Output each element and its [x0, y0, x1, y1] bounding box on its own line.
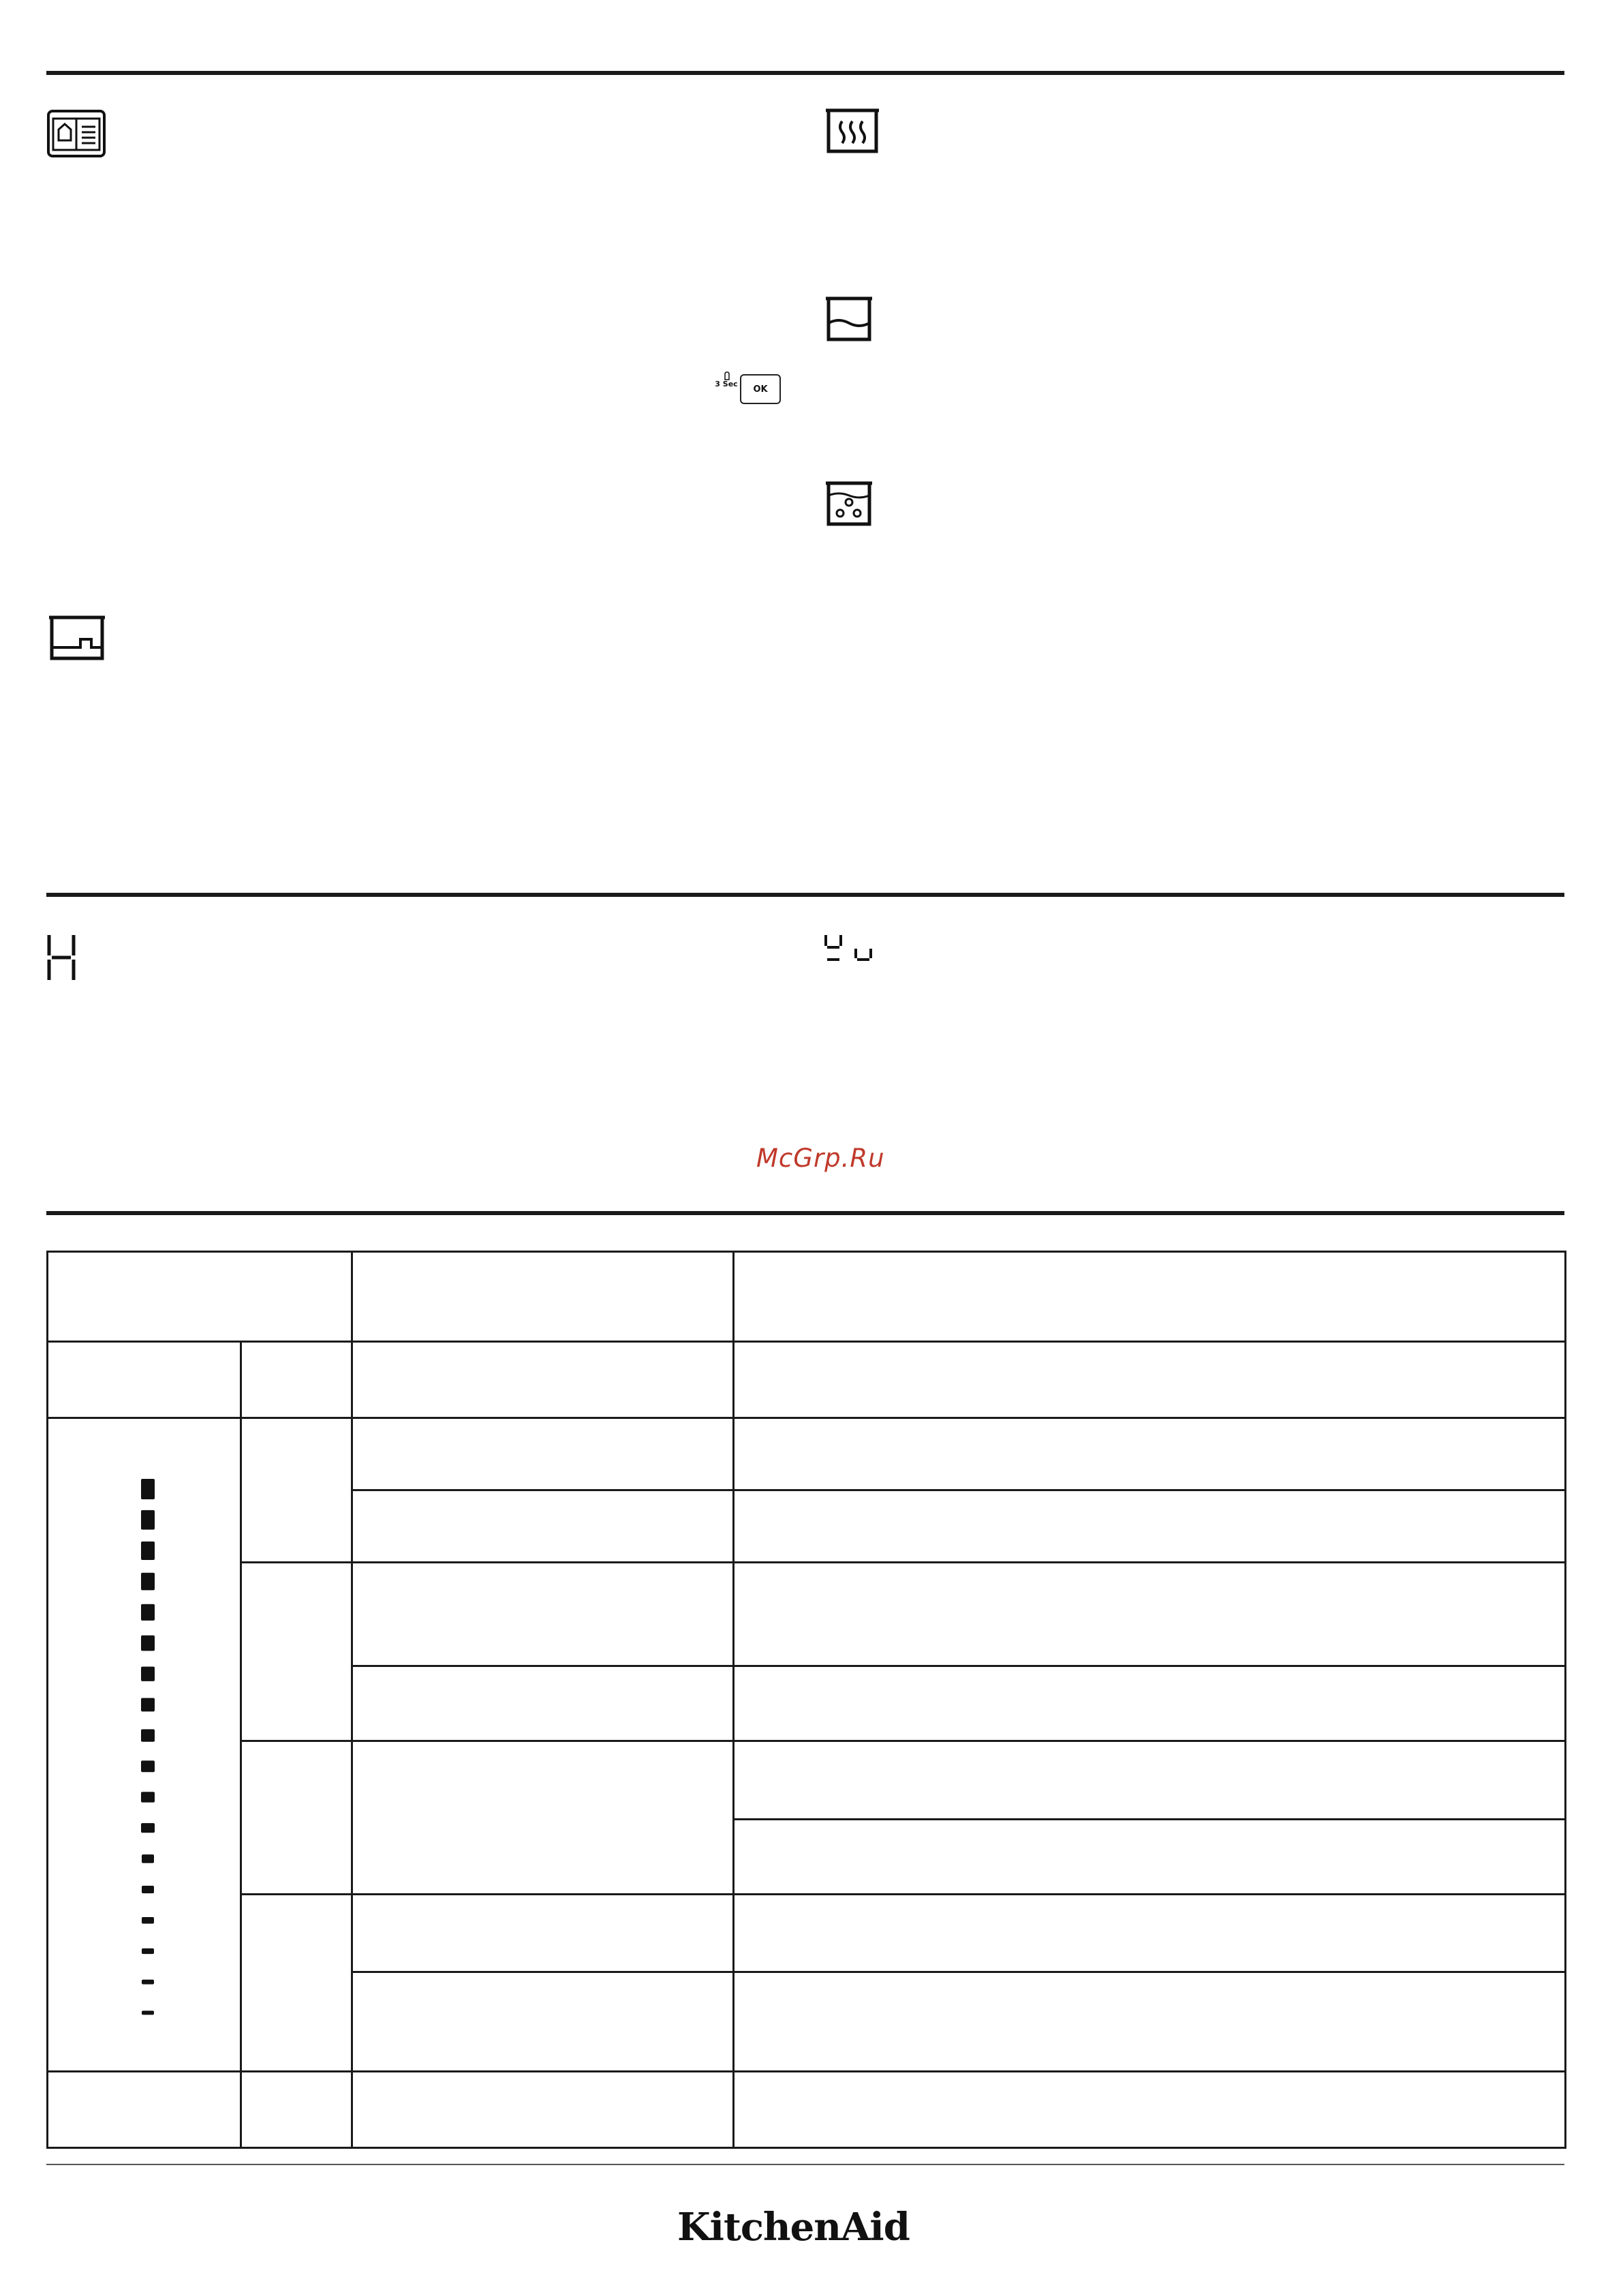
- water-pan-icon: [823, 294, 875, 343]
- table-cell: [352, 2072, 734, 2148]
- table-row: [48, 1894, 1566, 1972]
- table-cell: [734, 1563, 1566, 1666]
- level-segment: [141, 1823, 155, 1833]
- settings-table: [46, 1251, 1566, 2149]
- level-segment: [141, 1573, 155, 1591]
- table-row: [48, 1418, 1566, 1490]
- level-indicator-cell: [48, 1418, 241, 2072]
- table-cell: [734, 1490, 1566, 1563]
- table-cell: [734, 1741, 1566, 1819]
- table-cell: [734, 1252, 1566, 1342]
- table-cell: [734, 1418, 1566, 1490]
- table-cell: [352, 1666, 734, 1741]
- table-cell: [352, 1418, 734, 1490]
- table-cell: [241, 1418, 352, 1563]
- table-cell: [734, 1819, 1566, 1894]
- level-segment: [141, 1604, 155, 1621]
- table-row: [48, 1563, 1566, 1666]
- level-segment: [141, 1667, 155, 1681]
- table-subheader-row: [48, 1342, 1566, 1418]
- brand-logo: KitchenAid: [677, 2205, 910, 2250]
- pan-level-icon: [46, 613, 108, 662]
- level-segment: [141, 1792, 155, 1803]
- table-cell: [734, 1972, 1566, 2072]
- table-cell: [734, 1342, 1566, 1418]
- table-cell: [352, 1252, 734, 1342]
- table-cell: [48, 1252, 352, 1342]
- top-divider: [46, 71, 1564, 75]
- level-segment: [142, 2010, 154, 2015]
- level-segment: [142, 1886, 154, 1893]
- table-divider: [46, 1211, 1564, 1215]
- table-cell: [734, 2072, 1566, 2148]
- level-segment: [142, 1980, 154, 1985]
- table-cell: [241, 1894, 352, 2071]
- table-cell: [352, 1563, 734, 1666]
- table-cell: [241, 1563, 352, 1741]
- boiling-pan-icon: [823, 479, 875, 528]
- level-segment: [141, 1510, 155, 1530]
- level-segment: [142, 1854, 154, 1863]
- table-cell: [241, 1342, 352, 1418]
- display-h-icon: [46, 934, 76, 981]
- table-cell: [352, 1490, 734, 1563]
- level-segment: [141, 1542, 155, 1560]
- table-header-row: [48, 1252, 1566, 1342]
- level-segment: [141, 1479, 155, 1499]
- table-cell: [352, 1972, 734, 2072]
- table-cell: [241, 1741, 352, 1894]
- table-footer-row: [48, 2072, 1566, 2148]
- recipe-book-icon: [46, 109, 106, 158]
- table-cell: [241, 2072, 352, 2148]
- steam-heat-pan-icon: [823, 106, 882, 155]
- table-cell: [734, 1894, 1566, 1972]
- table-row: [48, 1741, 1566, 1819]
- level-segment: [142, 1917, 154, 1924]
- table-cell: [48, 2072, 241, 2148]
- finger-press-icon: [722, 370, 732, 380]
- level-segment: [141, 1760, 155, 1772]
- table-cell: [352, 1741, 734, 1894]
- section-divider: [46, 893, 1564, 897]
- level-segment: [141, 1636, 155, 1651]
- footer-divider: [46, 2164, 1564, 2165]
- hold-duration-label: 3 Sec: [715, 380, 738, 388]
- level-segment: [141, 1729, 155, 1741]
- table-cell: [352, 1342, 734, 1418]
- level-segment: [141, 1698, 155, 1711]
- ok-key-icon: OK: [740, 374, 781, 404]
- watermark-text: McGrp.Ru: [756, 1144, 885, 1173]
- level-segment: [142, 1948, 154, 1954]
- level-indicator-icon: [48, 1419, 242, 2070]
- table-cell: [352, 1894, 734, 1972]
- table-cell: [48, 1342, 241, 1418]
- ok-press-hint: [713, 374, 785, 407]
- display-code-icon: [823, 934, 878, 964]
- table-cell: [734, 1666, 1566, 1741]
